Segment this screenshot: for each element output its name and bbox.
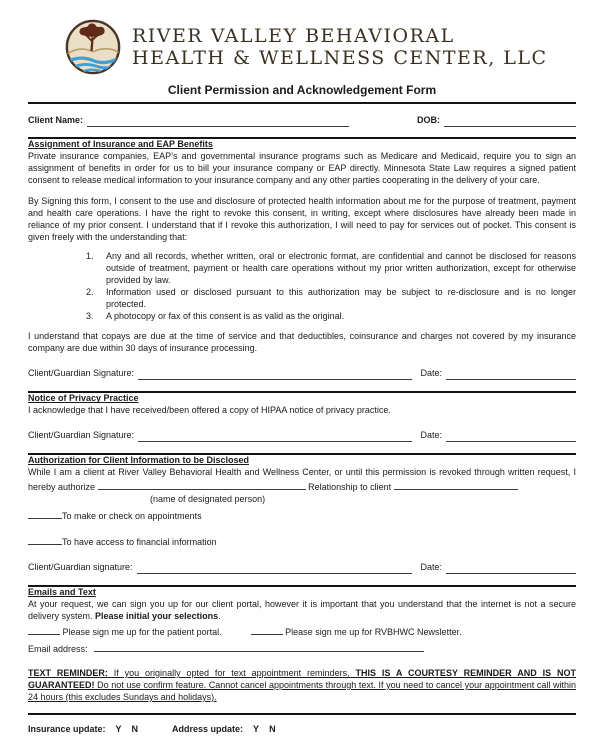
emails-body-period: . xyxy=(218,611,221,622)
insurance-signature-row xyxy=(28,368,576,380)
form-header xyxy=(64,18,576,76)
emails-body-text: At your request, we can sign you up for our client portal, however it is important that you understand that the internet is not a secure delivery system. xyxy=(28,599,576,622)
date-label: Date: xyxy=(420,368,442,379)
list-number: 2. xyxy=(86,286,94,297)
insurance-para3: I understand that copays are due at the time of service and that deductibles, coinsurance and charges not covered by my insurance company are due within 30 days of insurance processing. xyxy=(28,331,576,354)
email-address-field[interactable] xyxy=(94,641,424,652)
portal-initial-field[interactable] xyxy=(28,624,60,635)
initial-selections-note: Please initial your selections xyxy=(95,611,219,622)
updates-row xyxy=(28,724,576,736)
text-reminder-paragraph xyxy=(28,668,576,704)
privacy-signature-row xyxy=(28,430,576,442)
signature-label: Client/Guardian Signature: xyxy=(28,368,135,379)
designated-person-caption: (name of designated person) xyxy=(150,494,266,505)
list-number: 3. xyxy=(86,310,94,321)
option-appointments-label: To make or check on appointments xyxy=(62,511,202,522)
newsletter-initial-field[interactable] xyxy=(251,624,283,635)
option-financial-label: To have access to financial information xyxy=(62,537,217,548)
newsletter-option-label: Please sign me up for RVBHWC Newsletter. xyxy=(285,626,462,637)
email-address-row xyxy=(28,641,576,656)
option-financial xyxy=(28,534,576,549)
signature-label: Client/Guardian signature: xyxy=(28,562,133,573)
company-name xyxy=(132,25,548,70)
address-update-label: Address update: xyxy=(172,723,244,734)
insurance-heading: Assignment of Insurance and EAP Benefits xyxy=(28,138,213,149)
client-name-dob-row xyxy=(28,115,576,127)
date-field[interactable] xyxy=(446,431,576,442)
relationship-field[interactable] xyxy=(394,479,518,490)
date-field[interactable] xyxy=(446,563,576,574)
insurance-para2: By Signing this form, I consent to the use and disclosure of protected health information about me for the purpose of treatment, payment and health care operations. I have the right to revoke this consent, in writing, except where disclosures have already been made in reliance of my prior consent. I understand that if I revoke this authorization, I will need to pay for services out of pocket. This consent is given freely with the understanding that: xyxy=(28,195,576,242)
date-label: Date: xyxy=(420,562,442,573)
section-authorization xyxy=(28,455,576,574)
text-reminder-warning: THIS IS A COURTESY REMINDER AND IS NOT GUARANTEED! xyxy=(28,667,576,690)
insurance-para1: Private insurance companies, EAP’s and governmental insurance programs such as Medicare and Medicaid, require you to sign an assignment of benefits in order for us to bill your insurance company or EAP directly. Minnesota State Law requires a signed patient consent to release medical information to your insurance company and any other parties cooperating in the delivery of your care. xyxy=(28,150,576,185)
list-item xyxy=(86,287,576,311)
dob-field[interactable] xyxy=(444,116,576,127)
insurance-update-yes[interactable]: Y xyxy=(115,723,122,734)
list-text: A photocopy or fax of this consent is as valid as the original. xyxy=(106,310,345,321)
portal-option-label: Please sign me up for the patient portal. xyxy=(62,626,222,637)
tree-river-logo-icon xyxy=(64,18,122,76)
emails-heading: Emails and Text xyxy=(28,587,96,598)
section-privacy xyxy=(28,393,576,442)
company-name-line1: RIVER VALLEY BEHAVIORAL xyxy=(132,24,455,47)
company-name-line2: HEALTH & WELLNESS CENTER, LLC xyxy=(132,47,548,69)
authorization-heading: Authorization for Client Information to be Disclosed xyxy=(28,455,250,466)
signature-field[interactable] xyxy=(138,369,412,380)
date-field[interactable] xyxy=(446,369,576,380)
privacy-heading: Notice of Privacy Practice xyxy=(28,393,139,404)
signature-field[interactable] xyxy=(138,431,412,442)
insurance-update-no[interactable]: N xyxy=(131,723,139,734)
text-reminder-label: TEXT REMINDER: xyxy=(28,667,108,678)
list-item xyxy=(86,311,576,323)
list-text: Any and all records, whether written, oral or electronic format, are confidential and cannot be disclosed for reasons outside of treatment, payment or health care operations without my prior written authorization, except for otherwise provided by law. xyxy=(106,250,576,285)
signature-label: Client/Guardian Signature: xyxy=(28,430,135,441)
text-reminder-text2: Do not use confirm feature. Cannot cancel appointments through text. If you need to cancel your appointment call within 24 hours (this excludes Sundays and holidays). xyxy=(28,679,576,702)
client-name-field[interactable] xyxy=(87,116,349,127)
email-address-label: Email address: xyxy=(28,643,88,654)
authorization-body xyxy=(28,467,576,494)
privacy-body: I acknowledge that I have received/been offered a copy of HIPAA notice of privacy practice. xyxy=(28,405,391,416)
authorization-text: While I am a client at River Valley Behavioral Health and Wellness Center, or until this permission is revoked through written request, I hereby authorize xyxy=(28,467,576,493)
designated-person-field[interactable] xyxy=(98,479,306,490)
insurance-update-label: Insurance update: xyxy=(28,723,106,734)
relationship-label: Relationship to client xyxy=(308,482,392,493)
appointments-initial-field[interactable] xyxy=(28,508,62,519)
address-update-no[interactable]: N xyxy=(269,723,276,734)
client-name-label: Client Name: xyxy=(28,114,84,125)
insurance-list xyxy=(28,251,576,323)
list-number: 1. xyxy=(86,250,94,261)
dob-label: DOB: xyxy=(417,114,440,125)
date-label: Date: xyxy=(420,430,442,441)
section-emails xyxy=(28,587,576,704)
list-item xyxy=(86,251,576,287)
authorization-signature-row xyxy=(28,562,576,574)
section-insurance xyxy=(28,139,576,380)
option-appointments xyxy=(28,508,576,523)
emails-body xyxy=(28,599,576,623)
form-title: Client Permission and Acknowledgement Form xyxy=(28,83,576,104)
address-update-yes[interactable]: Y xyxy=(253,723,260,734)
section-divider xyxy=(28,713,576,715)
list-text: Information used or disclosed pursuant to this authorization may be subject to re-disclosure and is no longer protected. xyxy=(106,286,576,309)
signup-options-row xyxy=(28,624,576,639)
signature-field[interactable] xyxy=(137,563,413,574)
text-reminder-text1: If you originally opted for text appointment reminders, xyxy=(107,667,356,678)
financial-initial-field[interactable] xyxy=(28,534,62,545)
